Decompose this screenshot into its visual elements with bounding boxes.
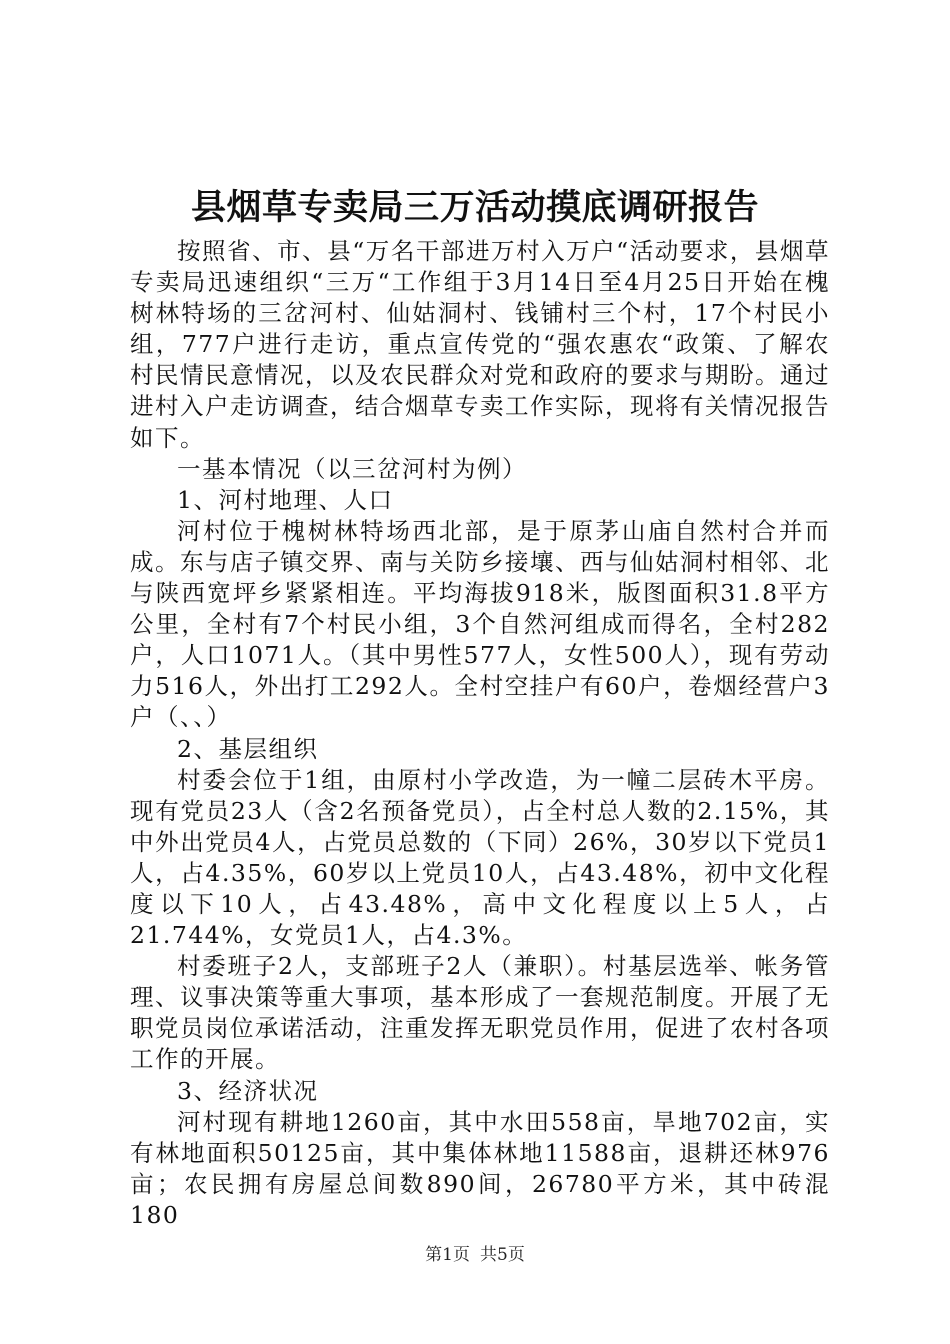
subsection-heading-economy: 3、经济状况 — [177, 1076, 319, 1105]
document-title: 县烟草专卖局三万活动摸底调研报告 — [190, 187, 759, 228]
subsection-heading-geography: 1、河村地理、人口 — [177, 485, 394, 514]
page-footer — [0, 1244, 950, 1266]
page-number: 第1页 — [425, 1245, 470, 1265]
subsection-heading-organization: 2、基层组织 — [177, 734, 319, 763]
organization-paragraph-2: 村委班子2人，支部班子2人（兼职）。村基层选举、帐务管理、议事决策等重大事项，基本形成了一套规范制度。开展了无职党员岗位承诺活动，注重发挥无职党员作用，促进了农村各项工作的开展。 — [130, 952, 830, 1074]
intro-paragraph: 按照省、市、县“万名干部进万村入万户“活动要求，县烟草专卖局迅速组织“三万“工作组于3月14日至4月25日开始在槐树林特场的三岔河村、仙姑洞村、钱铺村三个村，17个村民小组，777户进行走访，重点宣传党的“强农惠农“政策、了解农村民情民意情况，以及农民群众对党和政府的要求与期盼。通过进村入户走访调查，结合烟草专卖工作实际，现将有关情况报告如下。 — [130, 237, 830, 452]
section-heading-basic-info: 一基本情况（以三岔河村为例） — [177, 454, 527, 483]
economy-paragraph: 河村现有耕地1260亩，其中水田558亩，旱地702亩，实有林地面积50125亩，其中集体林地11588亩，退耕还林976亩；农民拥有房屋总间数890间，26780平方米，其中砖混180 — [130, 1107, 830, 1229]
page-total: 共5页 — [480, 1245, 525, 1265]
document-body — [130, 236, 830, 1231]
organization-paragraph-1: 村委会位于1组，由原村小学改造，为一幢二层砖木平房。现有党员23人（含2名预备党员），占全村总人数的2.15%，其中外出党员4人，占党员总数的（下同）26%，30岁以下党员1人，占4.35%，60岁以上党员10人，占43.48%，初中文化程度以下10人，占43.48%，高中文化程度以上5人，占21.744%，女党员1人，占4.3%。 — [130, 765, 830, 950]
geography-paragraph: 河村位于槐树林特场西北部，是于原茅山庙自然村合并而成。东与店子镇交界、南与关防乡接壤、西与仙姑洞村相邻、北与陕西宽坪乡紧紧相连。平均海拔918米，版图面积31.8平方公里，全村有7个村民小组，3个自然河组成而得名，全村282户，人口1071人。（其中男性577人，女性500人），现有劳动力516人，外出打工292人。全村空挂户有60户，卷烟经营户3户（、、） — [130, 516, 830, 732]
